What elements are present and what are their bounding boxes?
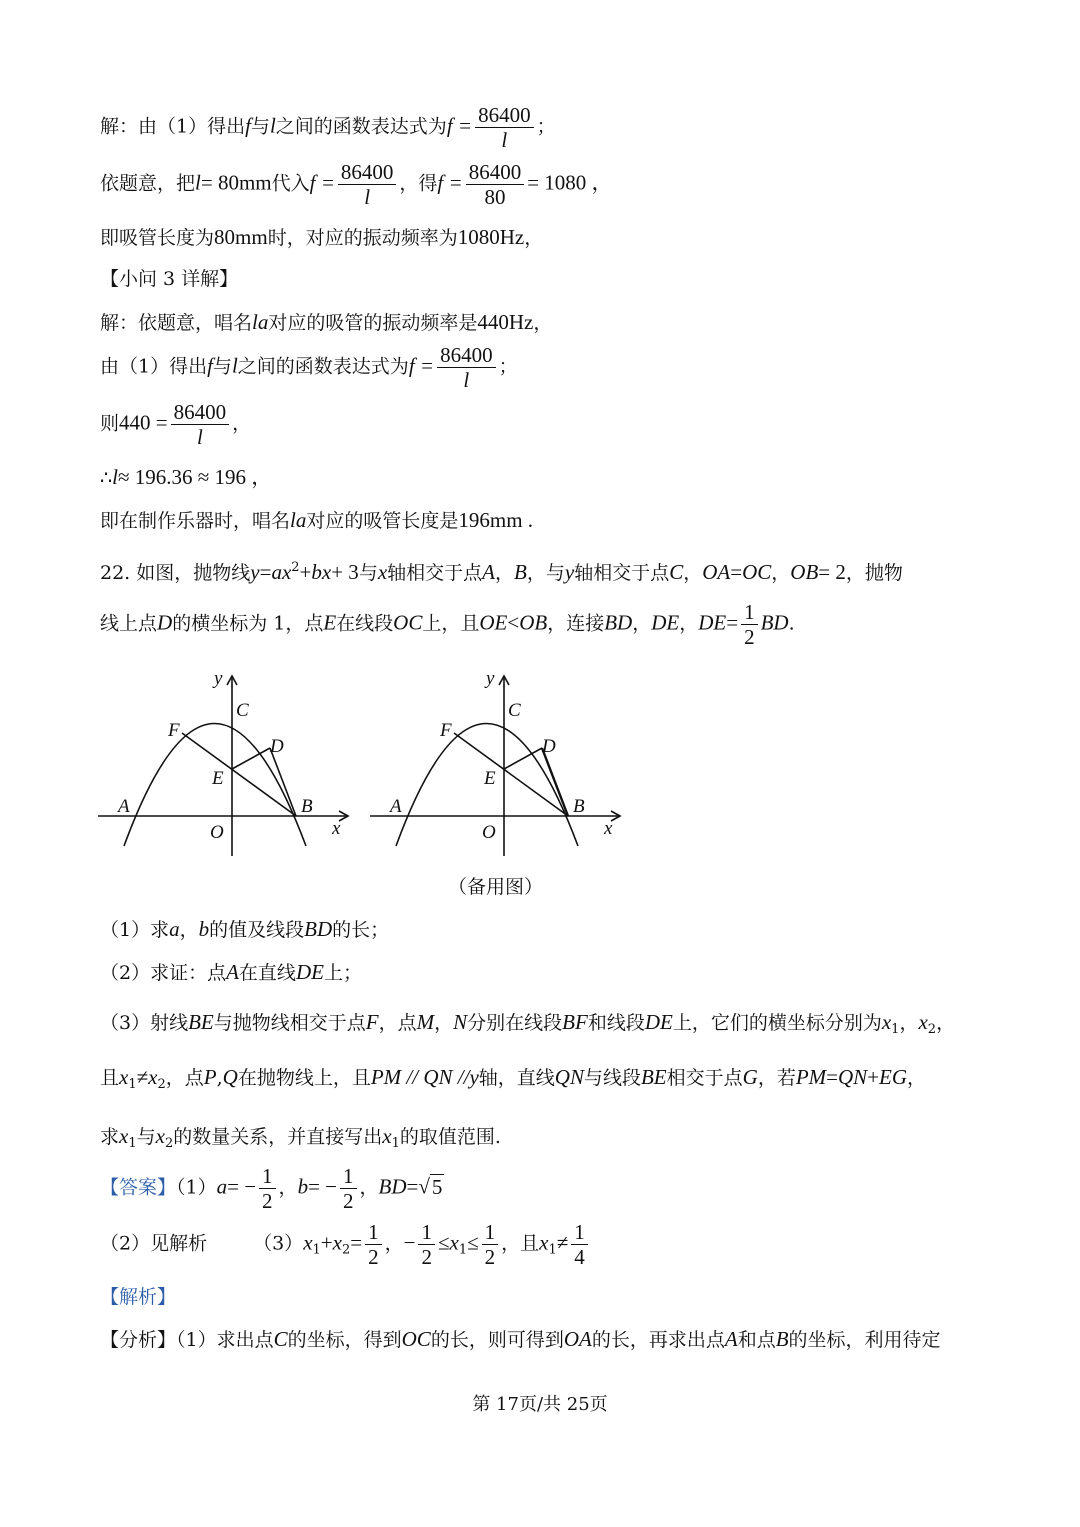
label-e: E [212,768,224,789]
question-22-line-2 [100,600,795,649]
math: PM [795,1065,827,1089]
math: x [148,1065,158,1089]
text: 则 [100,412,120,435]
part-3-line-2 [100,1062,926,1100]
text: . [788,612,795,635]
math: x [119,1124,129,1148]
math: BF [562,1010,588,1034]
solution-line-9 [100,505,533,536]
math: + 3 [331,560,359,584]
fraction [340,1164,357,1213]
numerator: 1 [741,600,758,625]
math: b [297,1174,309,1199]
label-a: A [118,796,130,817]
text: ，且 [501,1232,540,1255]
text: 22. 如图，抛物线 [100,562,251,584]
denominator: 4 [574,1245,585,1269]
question-22-line-1 [100,553,903,588]
text: 上，它们的横坐标分别为 [672,1012,882,1034]
analysis-label: 【分析】 [100,1329,177,1351]
math: B [775,1327,789,1351]
math: G [742,1065,758,1089]
math: = − [308,1174,337,1199]
denominator: l [196,425,203,449]
math: F [365,1010,379,1034]
label-o: O [482,822,496,843]
math: y [564,560,575,584]
numerator: 1 [571,1220,588,1245]
subscript: 2 [341,1242,351,1258]
fraction [437,343,496,392]
text: 在抛物线上，且 [237,1067,371,1089]
label-x: x [332,818,341,839]
math: = [730,560,743,584]
fraction [418,1220,435,1269]
math: EG [879,1065,908,1089]
text: ； [536,115,556,138]
math: ≠ [136,1065,149,1089]
text: 由（1）得出 [100,355,208,378]
math-f-eq: f = [309,170,335,195]
text: ， [533,312,553,334]
math: DE [651,610,680,635]
math: + [320,1230,333,1255]
text: ，连接 [547,612,605,635]
text: 与线段 [583,1067,641,1089]
subscript: 1 [128,1077,137,1092]
text: 和点 [737,1329,776,1351]
math: = [259,560,272,584]
solution-line-5 [100,307,552,338]
subscript: 1 [312,1242,321,1258]
label-y: y [214,668,223,689]
math: = − [227,1174,257,1199]
analysis-tag: 【解析】 [100,1286,177,1308]
text: ； [498,355,518,378]
text: 的坐标，利用待定 [788,1329,941,1351]
text: 【小问 3 详解】 [100,268,239,290]
math: DE [698,610,727,635]
numerator: 86400 [338,160,397,185]
math: A [482,560,495,584]
text: 轴，直线 [478,1067,555,1089]
text: 与 [212,355,232,378]
text: ， [359,1176,379,1199]
text: 之间的函数表达式为 [275,115,447,138]
text: ，若 [757,1067,796,1089]
part-2 [100,957,362,988]
text: 且 [100,1067,120,1089]
math: x [881,1010,892,1034]
text: 的长，再求出点 [591,1329,725,1351]
math: y [469,1065,479,1089]
denominator: l [364,185,371,209]
therefore-symbol: ∴ [100,467,113,489]
text: 在直线 [238,962,296,984]
text: ， [683,562,703,584]
text: 和线段 [587,1012,645,1034]
math: = [406,1174,419,1199]
numerator: 86400 [466,160,525,185]
text: 的坐标，得到 [287,1329,402,1351]
denominator: l [463,368,470,392]
math: OC [393,610,423,635]
text: 与 [250,115,270,138]
subquestion-header [100,264,238,294]
text: ， [524,227,544,249]
text: ， [907,1067,927,1089]
solution-line-6 [100,343,518,392]
math-value: 440 = [119,410,168,435]
text: 的值及线段 [209,919,305,941]
label-d: D [270,736,284,757]
math: x [382,1124,392,1148]
math: DE [295,960,324,984]
text: 与 [136,1126,156,1148]
math-value: ≈ 196.36 ≈ 196 ， [117,465,273,489]
denominator: l [501,128,508,152]
text: 解：依题意，唱名 [100,312,253,334]
math-f-eq: f = [408,353,435,378]
math: BD [304,917,333,941]
math: ax [271,560,292,584]
text: 的数量关系，并直接写出 [173,1126,383,1148]
math: D [157,610,173,635]
label-b: B [301,796,313,817]
figure-caption: （备用图） [448,876,544,898]
math: a [216,1174,228,1199]
label-c: C [236,700,249,721]
fraction [365,1220,382,1269]
text: 的取值范围. [399,1126,501,1148]
text: ， [278,1176,298,1199]
text: ， [936,1012,956,1034]
math: = [826,1065,839,1089]
text: ， [899,1012,919,1034]
math: = [350,1230,363,1255]
math: x [449,1230,459,1255]
math: PM // QN // [370,1065,470,1089]
text: 上； [323,962,362,984]
math: OB [519,610,548,635]
math: BE [188,1010,214,1034]
math: BD [760,610,789,635]
fraction [741,600,758,649]
text: ， [232,412,252,435]
numerator: 1 [259,1164,276,1189]
text: 对应的吸管的振动频率是 [268,312,478,334]
math: B [514,560,527,584]
text: 对应的吸管长度是 [306,510,459,532]
math-f: f [245,113,251,138]
math: OA [702,560,731,584]
answer-tag: 【答案】 [100,1176,177,1199]
text: ，抛物 [845,562,903,584]
math-l: l [231,353,238,378]
math: x [303,1230,313,1255]
subscript: 2 [164,1136,174,1151]
math: < [507,610,520,635]
part-1 [100,914,389,945]
math: x [332,1230,342,1255]
math-value: = 80mm [200,170,272,195]
subscript: 1 [891,1022,900,1037]
text: 轴相交于点 [387,562,483,584]
math: x [377,560,388,584]
math-l: l [269,113,276,138]
math: ≤ [437,1230,450,1255]
math-la: la [290,508,307,532]
text: 上，且 [422,612,480,635]
part-3-line-3 [100,1121,501,1159]
page-footer: 第 17页/共 25页 [472,1394,608,1415]
math: = 2 [818,560,846,584]
solution-line-7 [100,400,251,449]
denominator: 2 [421,1245,432,1269]
math-value: 440Hz [477,310,534,334]
math: OC [401,1327,431,1351]
math: = [726,610,739,635]
math-l: l [195,170,201,195]
math-value: 196mm . [458,508,534,532]
numerator: 86400 [171,400,230,425]
denominator: 2 [262,1189,273,1213]
solution-line-3 [100,222,543,253]
text: 与抛物线相交于点 [213,1012,366,1034]
math: x [918,1010,928,1034]
math-f-eq: f = [437,170,463,195]
math: + [299,560,312,584]
label-e: E [484,768,496,789]
sqrt-value: 5 [431,1174,443,1199]
fraction [571,1220,588,1269]
subscript: 1 [391,1136,400,1151]
numerator: 1 [340,1164,357,1189]
math: OB [790,560,819,584]
text: , [216,1067,223,1089]
numerator: 1 [482,1220,499,1245]
math: ≤ [467,1230,479,1255]
label-f: F [168,720,180,741]
math-l: l [112,465,118,489]
text: 在线段 [336,612,394,635]
solution-line-2 [100,160,613,209]
text: 的长； [332,919,390,941]
math: bx [311,560,332,584]
math: BD [378,1174,407,1199]
text: （1）求 [100,919,170,941]
math: QN [554,1065,584,1089]
math: x [119,1065,129,1089]
math: C [273,1327,288,1351]
fraction [171,400,230,449]
text: ，点 [378,1012,417,1034]
text: 与 [358,562,378,584]
math-value: 80mm [214,225,268,249]
math: x [155,1124,165,1148]
math: OA [563,1327,592,1351]
math: y [250,560,260,584]
subscript: 2 [157,1077,166,1092]
text: （1） [176,1176,217,1199]
superscript: 2 [291,560,300,575]
math: M [416,1010,435,1034]
text: 分别在线段 [467,1012,563,1034]
fraction [338,160,397,209]
label-y: y [486,668,495,689]
math: A [226,960,239,984]
math: a [169,917,180,941]
fraction [466,160,525,209]
math-la: la [252,310,269,334]
label-a: A [390,796,402,817]
answer-line-2 [100,1220,591,1269]
solution-line-8 [100,462,272,493]
math: OE [479,610,508,635]
label-f: F [440,720,452,741]
text: （2）求证：点 [100,962,227,984]
text: 之间的函数表达式为 [237,355,409,378]
text: ，得 [399,172,438,195]
label-d: D [542,736,556,757]
numerator: 1 [365,1220,382,1245]
text: ， [679,612,699,635]
denominator: 2 [368,1245,379,1269]
text: （3）射线 [100,1012,189,1034]
fraction [475,103,534,152]
subscript: 2 [927,1022,937,1037]
math: P [203,1065,217,1089]
numerator: 86400 [437,343,496,368]
math: − [403,1230,416,1255]
math: b [198,917,210,941]
math: C [669,560,684,584]
math: ≠ [556,1230,569,1255]
text: ， [384,1232,404,1255]
subscript: 1 [458,1242,468,1258]
text: 代入 [271,172,310,195]
text: （1）求出点 [176,1329,274,1351]
part-3-line-1 [100,1007,955,1045]
math-f: f [207,353,213,378]
math: + [867,1065,880,1089]
math: QN [838,1065,868,1089]
figure-backup [366,666,636,866]
label-x: x [604,818,613,839]
label-o: O [210,822,224,843]
text: 即在制作乐器时，唱名 [100,510,291,532]
text: ， [179,919,199,941]
denominator: 2 [744,625,755,649]
text: 求 [100,1126,120,1148]
math: BD [604,610,633,635]
subscript: 1 [128,1136,137,1151]
text: ，与 [526,562,565,584]
math: N [453,1010,468,1034]
math-f-eq: f = [446,113,473,138]
text: 相交于点 [666,1067,743,1089]
text: 线上点 [100,612,158,635]
math: x [539,1230,549,1255]
text: 轴相交于点 [574,562,670,584]
math: E [323,610,337,635]
text: 即吸管长度为 [100,227,215,249]
denominator: 80 [484,185,506,209]
analysis-line [100,1324,941,1355]
subscript: 1 [548,1242,557,1258]
fraction [482,1220,499,1269]
text: ， [495,562,515,584]
math: DE [644,1010,673,1034]
text: ， [771,562,791,584]
text: ， [632,612,652,635]
text: 的长，则可得到 [430,1329,564,1351]
figure-main [94,666,364,866]
math: Q [222,1065,238,1089]
text: （2）见解析 [100,1232,208,1255]
denominator: 2 [484,1245,496,1269]
denominator: 2 [343,1189,354,1213]
math-value: = 1080 ， [527,170,613,195]
text: 时，对应的振动频率为 [267,227,458,249]
text: 的横坐标为 1，点 [172,612,324,635]
math: BE [640,1065,667,1089]
fraction [259,1164,276,1213]
numerator: 1 [418,1220,435,1245]
label-c: C [508,700,521,721]
solution-line-1 [100,103,556,152]
math-value: 1080Hz [457,225,525,249]
numerator: 86400 [475,103,534,128]
answer-line-1: 【答案】（1）a= − $\frac{1}{2}$ ，b= − $\frac{1}{2}$ ，BD=√5 [100,1164,443,1213]
text: 依题意，把 [100,172,196,195]
text: （3） [253,1232,304,1255]
math: A [724,1327,738,1351]
label-b: B [573,796,585,817]
text: ，点 [165,1067,204,1089]
text: 解：由（1）得出 [100,115,246,138]
text: ， [434,1012,454,1034]
math: OC [742,560,772,584]
